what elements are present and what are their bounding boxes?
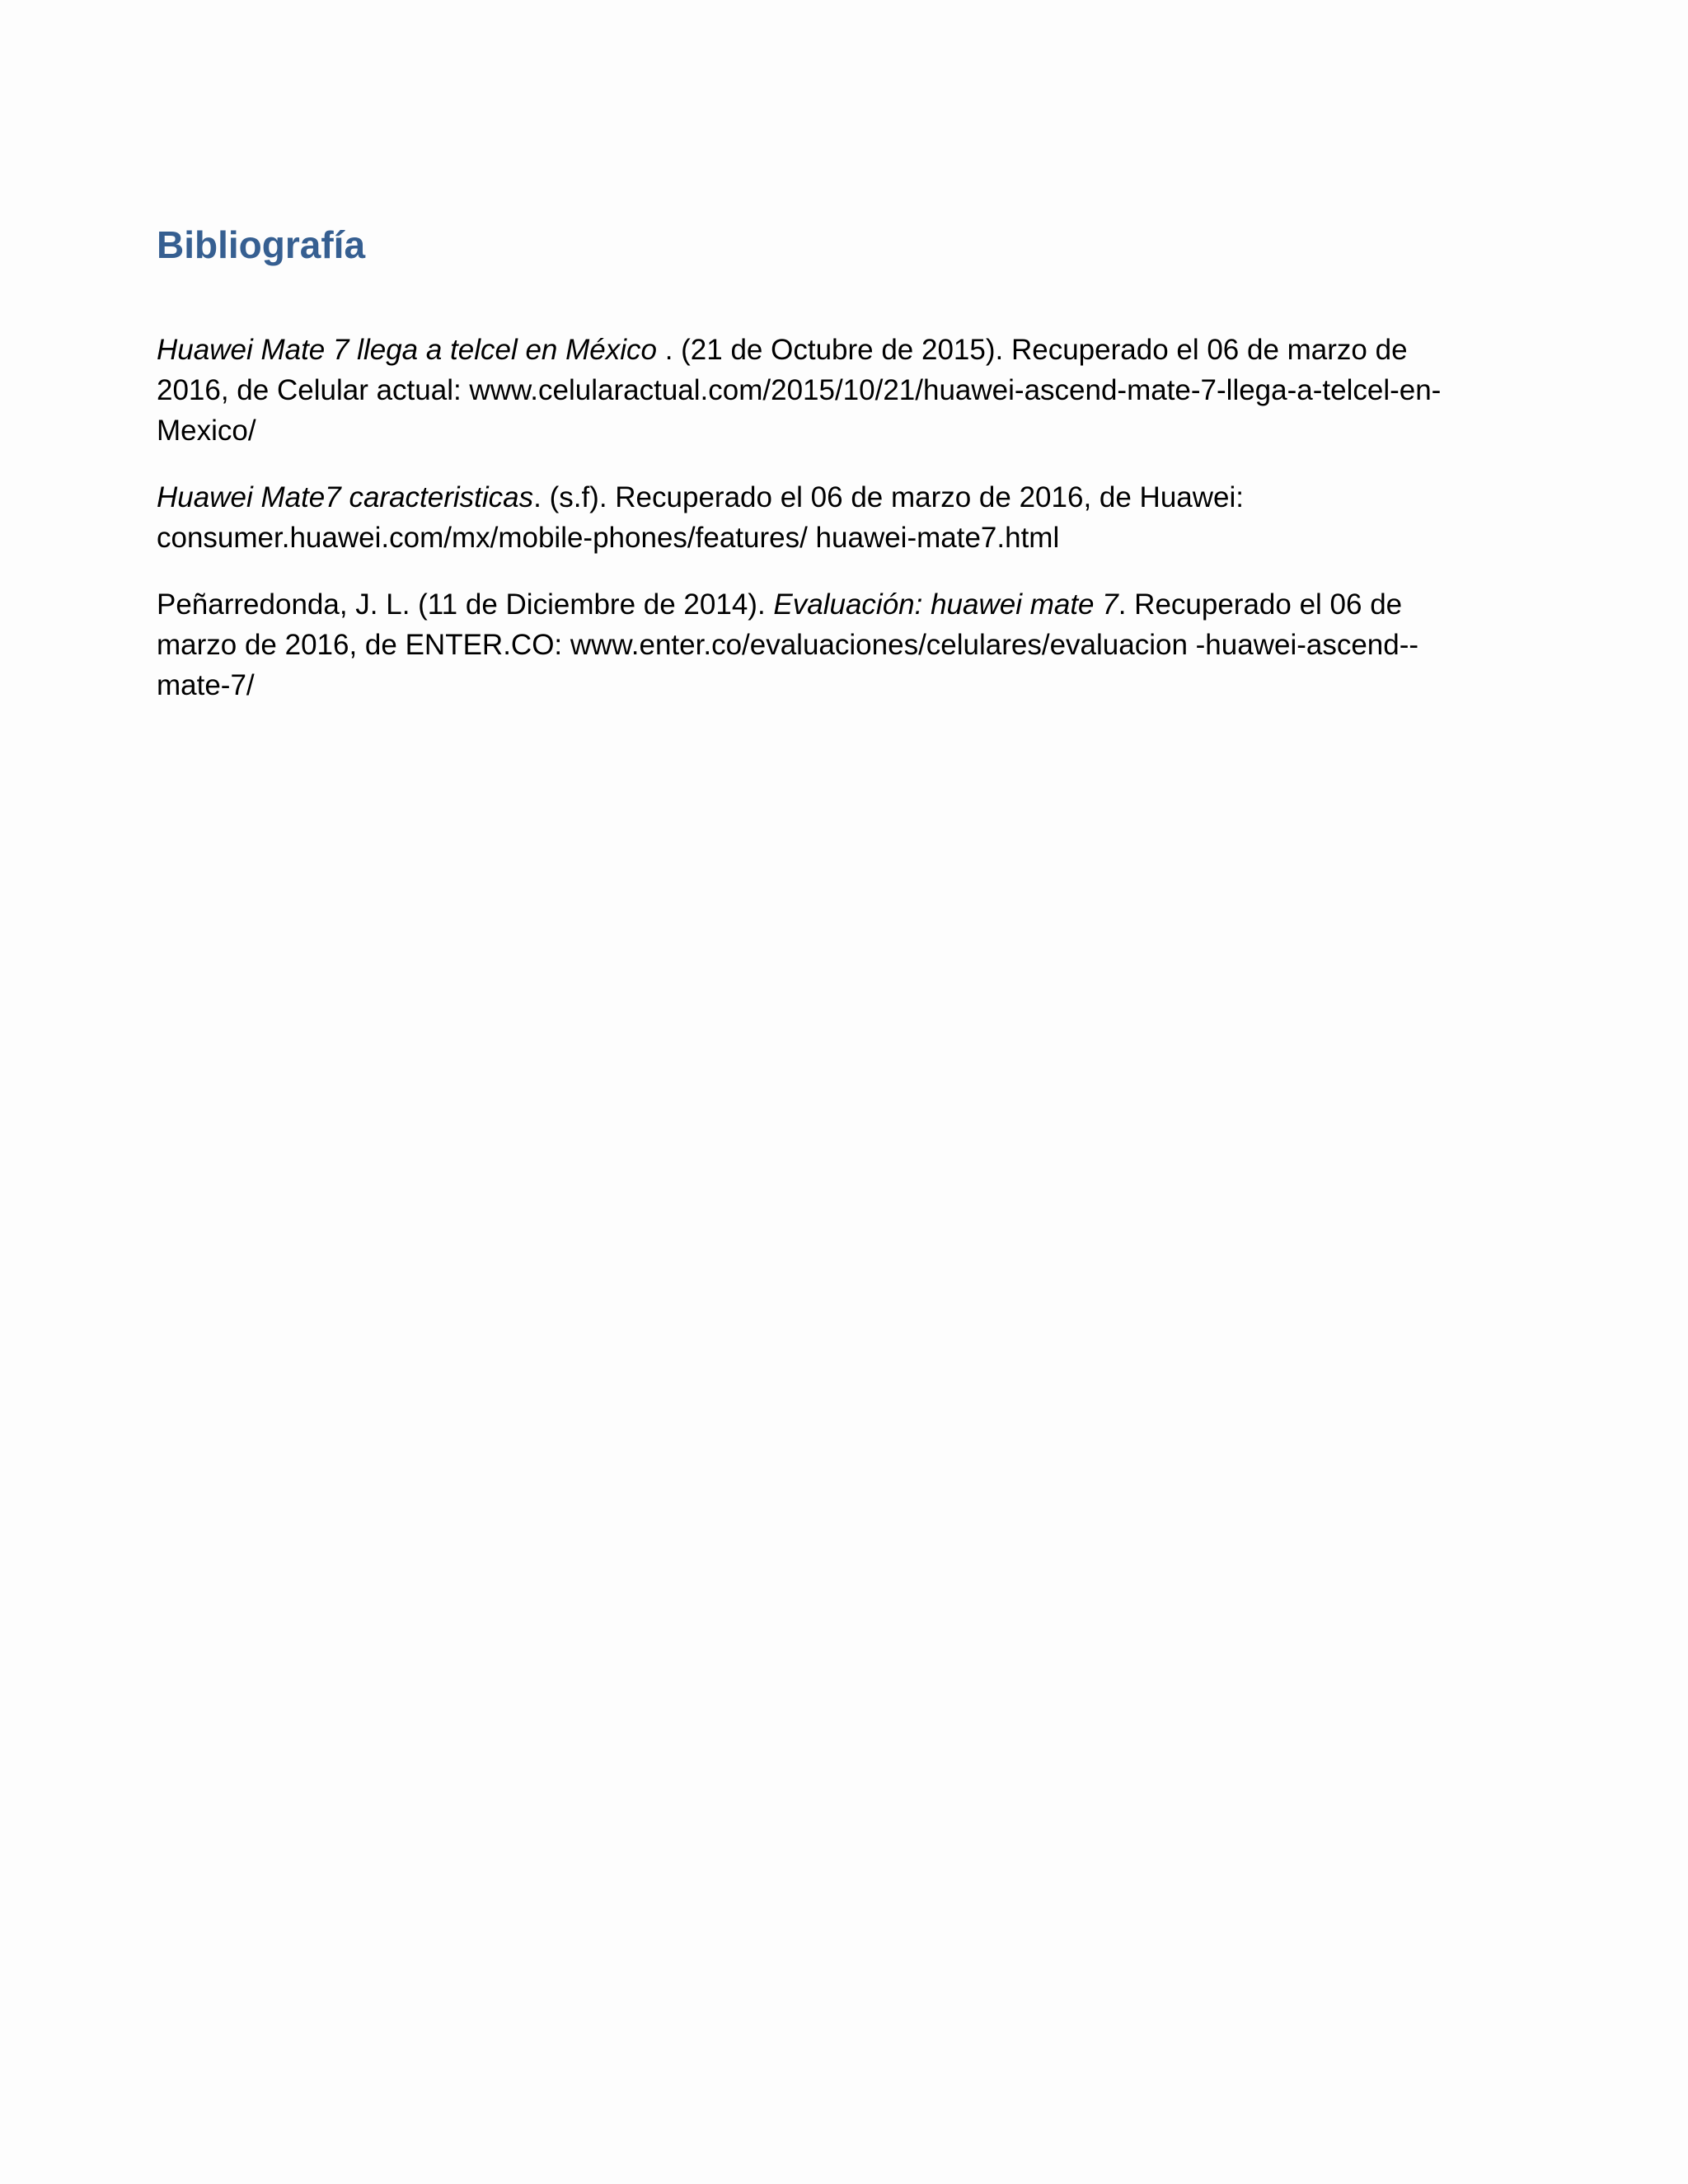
- reference-2-line-2: consumer.huawei.com/mx/mobile-phones/features/ huawei-mate7.html: [157, 522, 1060, 554]
- reference-1-line-1: [157, 334, 1408, 366]
- reference-2-line-1: [157, 481, 1244, 513]
- reference-3-line-1: [157, 588, 1402, 621]
- reference-3-title: Evaluación: huawei mate 7: [773, 588, 1118, 621]
- reference-3-line-2: marzo de 2016, de ENTER.CO: www.enter.co/evaluaciones/celulares/evaluacion -huawei-ascend--: [157, 629, 1419, 661]
- reference-3-details: . Recuperado el 06 de: [1118, 588, 1403, 621]
- reference-item-3: [157, 584, 1525, 705]
- reference-1-line-2: 2016, de Celular actual: www.celularactual.com/2015/10/21/huawei-ascend-mate-7-llega-a-telcel-en-: [157, 374, 1442, 406]
- reference-list: [157, 330, 1525, 705]
- reference-2-details: . (s.f). Recuperado el 06 de marzo de 2016, de Huawei:: [533, 481, 1244, 513]
- reference-1-title: Huawei Mate 7 llega a telcel en México: [157, 334, 657, 366]
- reference-1-line-3: Mexico/: [157, 415, 256, 447]
- reference-item-1: [157, 330, 1525, 451]
- bibliography-section: [157, 218, 1525, 732]
- reference-3-line-3: mate-7/: [157, 669, 255, 701]
- reference-2-title: Huawei Mate7 caracteristicas: [157, 481, 534, 513]
- reference-3-author: Peñarredonda, J. L. (11 de Diciembre de 2014).: [157, 588, 774, 621]
- reference-item-2: [157, 477, 1525, 558]
- reference-1-details: . (21 de Octubre de 2015). Recuperado el 06 de marzo de: [656, 334, 1408, 366]
- bibliography-heading: Bibliografía: [157, 223, 366, 266]
